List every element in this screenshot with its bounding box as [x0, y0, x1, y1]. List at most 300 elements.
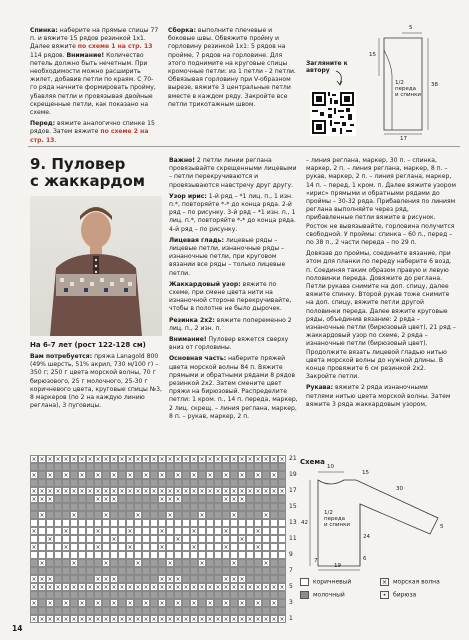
chart-cell: × — [71, 512, 77, 519]
chart-cell — [246, 519, 254, 527]
chart-cell — [134, 519, 142, 527]
chart-cell — [62, 519, 70, 527]
chart-cell: × — [255, 528, 261, 535]
chart-cell — [150, 535, 158, 543]
size-label: На 6-7 лет (рост 122-128 см) — [30, 341, 146, 349]
chart-cell: × — [71, 616, 77, 623]
chart-cell: × — [231, 584, 237, 591]
paragraph — [169, 336, 299, 352]
chart-cell — [254, 519, 262, 527]
chart-cell: × — [79, 456, 85, 463]
chart-cell: × — [263, 584, 269, 591]
chart-cell — [166, 567, 174, 575]
chart-cell — [214, 551, 222, 559]
chart-cell: × — [223, 528, 229, 535]
chart-cell: × — [31, 616, 37, 623]
scheme-label: Схема — [300, 458, 325, 466]
qr-caption — [306, 60, 358, 74]
chart-cell — [222, 503, 230, 511]
chart-cell — [118, 503, 126, 511]
legend-swatch-turquoise: • — [380, 591, 389, 599]
chart-cell — [222, 463, 230, 471]
row-number: 9 — [289, 551, 293, 558]
chart-cell — [150, 511, 158, 519]
chart-cell — [86, 607, 94, 615]
chart-cell — [86, 535, 94, 543]
text-run: вяжите аналогично спинке 15 рядов. Затем вяжите — [30, 120, 155, 136]
chart-cell: × — [199, 616, 205, 623]
dim-15: 15 — [362, 470, 369, 476]
chart-cell — [150, 575, 158, 583]
chart-cell — [214, 511, 222, 519]
chart-cell — [166, 471, 174, 479]
chart-cell — [238, 527, 246, 535]
chart-cell — [150, 551, 158, 559]
chart-cell: × — [31, 456, 37, 463]
chart-cell — [158, 503, 166, 511]
chart-cell: × — [191, 600, 197, 607]
chart-cell — [206, 591, 214, 599]
chart-cell — [46, 591, 54, 599]
chart-cell — [118, 519, 126, 527]
chart-cell: × — [79, 616, 85, 623]
chart-cell: × — [111, 576, 117, 583]
chart-cell: × — [31, 528, 37, 535]
chart-cell — [190, 567, 198, 575]
chart-cell — [222, 591, 230, 599]
chart-cell — [150, 519, 158, 527]
chart-cell — [86, 519, 94, 527]
chart-cell: × — [159, 544, 165, 551]
chart-cell — [70, 503, 78, 511]
chart-cell — [70, 519, 78, 527]
chart-cell: × — [271, 456, 277, 463]
chart-cell — [222, 479, 230, 487]
chart-cell: × — [151, 488, 157, 495]
chart-cell — [222, 535, 230, 543]
chart-cell — [206, 567, 214, 575]
chart-cell: × — [167, 496, 173, 503]
text-run: выполните плечевые и боковые швы. Обвяжите пройму и горловину резинкой 1x1: 5 рядов на пройме, 7 рядов на горловине. Для этого поднимите на круговые спицы кромочные петли: из 1 петли - 2 петли. Обвязывая горловину при V-образном вырезе, вяжите 3 центральные петли вместе в каждом ряду. Закройте все петли трикотажным швом. — [168, 27, 296, 108]
chart-cell — [246, 607, 254, 615]
dim-38: 38 — [431, 82, 438, 88]
chart-cell — [198, 567, 206, 575]
chart-cell — [126, 519, 134, 527]
chart-cell — [166, 503, 174, 511]
chart-cell — [278, 479, 286, 487]
chart-cell — [62, 535, 70, 543]
chart-cell — [246, 471, 254, 479]
chart-cell — [254, 479, 262, 487]
chart-cell: × — [263, 488, 269, 495]
chart-cell — [94, 503, 102, 511]
text-run: Внимание! — [66, 51, 105, 59]
chart-cell: × — [231, 576, 237, 583]
chart-cell — [198, 551, 206, 559]
paragraph — [169, 157, 299, 190]
chart-cell — [190, 511, 198, 519]
chart-cell: × — [135, 488, 141, 495]
chart-cell — [278, 471, 286, 479]
chart-cell — [198, 575, 206, 583]
chart-cell — [230, 471, 238, 479]
chart-cell — [134, 463, 142, 471]
chart-cell — [54, 607, 62, 615]
chart-cell: × — [55, 616, 61, 623]
chart-cell — [214, 535, 222, 543]
chart-cell — [246, 559, 254, 567]
legend-label: молочный — [313, 591, 345, 599]
chart-cell: × — [199, 560, 205, 567]
chart-cell — [238, 591, 246, 599]
chart-cell — [182, 535, 190, 543]
chart-cell: × — [207, 488, 213, 495]
text-run: 1-й ряд – *1 лиц. п., 1 изн. п.*, повторяйте *-* до конца ряда. 2-й ряд – по рисунку. 3-й ряд – *1 изн. п., 1 лиц. п.*, повторяйте *-* до конца ряда. 4-й ряд – по рисунку. — [169, 192, 296, 233]
chart-cell — [46, 463, 54, 471]
chart-cell: × — [47, 600, 53, 607]
chart-cell: × — [223, 456, 229, 463]
chart-cell — [118, 543, 126, 551]
text-run: – линия реглана, маркер, 30 п. – спинка, маркер, 2 п. – линия реглана, маркер, 8 п. – рукав, маркер, 2 п. – линия реглана, маркер, 14 п. – перед, 1 кром. п. Далее вяжите узором «ирис» прямыми и обратными рядами до проймы – 30-32 ряда. Прибавления по линиям реглана выполняйте через ряд, прибавленные петли вяжите в рисунок. Росток не вывязывайте, горловина получится свободной. У проймы: спинка – 60 п., перед – по 38 п., 2 части переда – по 29 п. — [306, 157, 456, 247]
chart-cell — [182, 567, 190, 575]
chart-cell: × — [191, 616, 197, 623]
chart-cell — [110, 607, 118, 615]
chart-cell — [270, 527, 278, 535]
chart-cell — [118, 567, 126, 575]
chart-cell — [198, 599, 206, 607]
chart-cell — [142, 527, 150, 535]
chart-cell — [38, 471, 46, 479]
chart-cell — [270, 503, 278, 511]
chart-cell: × — [87, 584, 93, 591]
chart-cell: × — [175, 584, 181, 591]
row-number: 1 — [289, 615, 293, 622]
chart-cell: × — [175, 616, 181, 623]
chart-cell — [150, 495, 158, 503]
chart-cell: × — [79, 472, 85, 479]
chart-cell: × — [175, 496, 181, 503]
top-middle-text — [168, 27, 298, 112]
legend-turquoise — [380, 591, 416, 599]
text-run: пряжа Lanagold 800 (49% шерсть, 51% акрил, 730 м/100 г) – 350 г; 250 г цвета морской волны, 70 г бирюзового, 25 г молочного, 25-30 г коричневого цвета, круговые спицы №3, 8 маркеров (по 2 на каждую линию реглана), 3 пуговицы. — [30, 353, 162, 410]
dim-24: 24 — [363, 534, 370, 540]
chart-cell — [254, 495, 262, 503]
row-number: 11 — [289, 535, 297, 542]
chart-cell: × — [39, 456, 45, 463]
paragraph — [306, 157, 456, 247]
qr-code[interactable] — [310, 90, 356, 136]
chart-cell — [54, 559, 62, 567]
chart-cell: × — [207, 456, 213, 463]
chart-cell — [198, 527, 206, 535]
chart-cell — [198, 607, 206, 615]
chart-cell: × — [55, 584, 61, 591]
chart-cell — [62, 607, 70, 615]
chart-cell — [62, 503, 70, 511]
chart-cell: × — [63, 616, 69, 623]
legend-sea — [380, 578, 440, 586]
chart-cell — [278, 519, 286, 527]
chart-cell — [190, 495, 198, 503]
qr-code-icon — [310, 90, 356, 136]
chart-cell — [94, 479, 102, 487]
legend-label: коричневый — [313, 578, 352, 586]
chart-cell — [230, 567, 238, 575]
chart-cell: × — [111, 584, 117, 591]
chart-cell: × — [79, 584, 85, 591]
chart-cell — [182, 519, 190, 527]
paragraph — [169, 193, 299, 234]
chart-cell — [206, 607, 214, 615]
chart-cell — [142, 511, 150, 519]
chart-cell — [262, 535, 270, 543]
chart-cell — [126, 567, 134, 575]
chart-cell — [46, 519, 54, 527]
chart-cell — [206, 479, 214, 487]
chart-cell — [190, 519, 198, 527]
chart-cell — [110, 559, 118, 567]
chart-cell — [254, 591, 262, 599]
chart-cell — [270, 535, 278, 543]
chart-cell: × — [159, 584, 165, 591]
chart-cell — [62, 575, 70, 583]
chart-cell — [150, 559, 158, 567]
chart-cell — [78, 519, 86, 527]
chart-cell — [46, 511, 54, 519]
chart-cell — [190, 503, 198, 511]
chart-cell — [262, 495, 270, 503]
chart-cell — [110, 463, 118, 471]
chart-cell — [30, 607, 38, 615]
chart-cell: × — [231, 560, 237, 567]
chart-cell: × — [71, 560, 77, 567]
chart-cell: × — [135, 560, 141, 567]
chart-cell — [262, 479, 270, 487]
chart-cell — [278, 567, 286, 575]
chart-cell — [150, 567, 158, 575]
chart-cell — [198, 591, 206, 599]
chart-cell — [54, 471, 62, 479]
chart-cell — [214, 567, 222, 575]
chart-cell — [54, 591, 62, 599]
chart-cell — [86, 503, 94, 511]
chart-cell — [46, 543, 54, 551]
chart-cell — [38, 463, 46, 471]
chart-cell: × — [39, 512, 45, 519]
chart-cell — [70, 527, 78, 535]
chart-cell — [86, 511, 94, 519]
chart-cell — [54, 511, 62, 519]
chart-cell — [86, 567, 94, 575]
chart-cell — [102, 503, 110, 511]
chart-cell — [126, 551, 134, 559]
chart-cell — [126, 591, 134, 599]
chart-cell — [278, 575, 286, 583]
chart-cell: × — [159, 616, 165, 623]
chart-cell — [246, 535, 254, 543]
chart-cell — [142, 551, 150, 559]
chart-cell — [198, 479, 206, 487]
chart-cell — [190, 591, 198, 599]
chart-cell: × — [183, 584, 189, 591]
chart-cell — [150, 463, 158, 471]
chart-cell — [214, 463, 222, 471]
chart-cell — [30, 535, 38, 543]
chart-cell: × — [207, 584, 213, 591]
chart-cell: × — [47, 576, 53, 583]
chart-cell — [246, 551, 254, 559]
chart-cell: × — [159, 456, 165, 463]
chart-cell: × — [127, 528, 133, 535]
chart-cell — [86, 479, 94, 487]
chart-cell: × — [63, 600, 69, 607]
chart-cell: × — [159, 472, 165, 479]
chart-row-numbers — [287, 455, 301, 627]
chart-cell: × — [39, 560, 45, 567]
chart-cell: × — [71, 456, 77, 463]
chart-cell — [62, 591, 70, 599]
chart-cell — [86, 591, 94, 599]
chart-cell — [214, 479, 222, 487]
chart-cell — [110, 527, 118, 535]
chart-cell — [142, 543, 150, 551]
text-run: наберите на прямые спицы 77 п. и вяжите 15 рядов резинкой 1x1. Далее вяжите — [30, 27, 159, 51]
chart-cell — [86, 543, 94, 551]
chart-cell — [30, 519, 38, 527]
chart-cell — [270, 479, 278, 487]
arrow-icon — [334, 70, 346, 86]
chart-cell — [142, 495, 150, 503]
chart-cell — [182, 479, 190, 487]
chart-cell — [174, 607, 182, 615]
chart-cell — [134, 567, 142, 575]
chart-cell — [134, 527, 142, 535]
legend-swatch-brown — [300, 578, 309, 586]
chart-cell: × — [175, 576, 181, 583]
chart-cell — [190, 463, 198, 471]
chart-cell — [174, 527, 182, 535]
chart-cell: × — [95, 600, 101, 607]
chart-cell: × — [239, 536, 245, 543]
chart-cell — [166, 591, 174, 599]
chart-cell — [78, 607, 86, 615]
chart-cell: × — [47, 496, 53, 503]
chart-cell — [62, 551, 70, 559]
chart-cell: × — [31, 576, 37, 583]
chart-cell: × — [271, 600, 277, 607]
chart-cell — [222, 567, 230, 575]
chart-cell — [206, 535, 214, 543]
chart-cell — [166, 607, 174, 615]
paragraph — [306, 250, 456, 381]
chart-cell — [214, 591, 222, 599]
chart-cell — [174, 511, 182, 519]
chart-cell: × — [207, 472, 213, 479]
chart-cell: × — [63, 528, 69, 535]
chart-cell — [118, 551, 126, 559]
chart-cell — [278, 551, 286, 559]
chart-cell: × — [263, 456, 269, 463]
chart-cell — [254, 575, 262, 583]
chart-cell — [158, 551, 166, 559]
chart-cell: × — [127, 616, 133, 623]
chart-cell — [198, 503, 206, 511]
chart-cell: × — [175, 488, 181, 495]
chart-cell — [102, 479, 110, 487]
materials-text — [30, 353, 164, 413]
chart-cell: × — [31, 472, 37, 479]
chart-cell — [262, 575, 270, 583]
chart-cell — [110, 519, 118, 527]
text-run: Количество петель должно быть нечетным. При необходимости можно расширить жилет, добавив петли по краям. С 70-го ряда начните формировать пройму, убавляя петли и провязывая двойные скрещенные петли, как показано на схеме. — [30, 51, 156, 117]
text-run: Рукава: — [306, 384, 334, 392]
chart-cell: × — [231, 512, 237, 519]
chart-cell: × — [239, 496, 245, 503]
chart-cell — [94, 463, 102, 471]
chart-cell: × — [183, 488, 189, 495]
chart-cell — [94, 511, 102, 519]
chart-cell — [270, 591, 278, 599]
chart-cell: × — [175, 600, 181, 607]
chart-cell — [182, 607, 190, 615]
chart-cell — [70, 575, 78, 583]
chart-cell: × — [271, 488, 277, 495]
chart-cell — [134, 495, 142, 503]
chart-cell — [102, 463, 110, 471]
chart-cell — [46, 567, 54, 575]
chart-cell: × — [191, 472, 197, 479]
chart-cell: × — [167, 616, 173, 623]
chart-cell — [230, 519, 238, 527]
chart-cell: × — [111, 536, 117, 543]
chart-cell: × — [87, 616, 93, 623]
chart-cell — [78, 495, 86, 503]
chart-cell: × — [175, 472, 181, 479]
chart-cell: × — [247, 456, 253, 463]
chart-cell — [238, 479, 246, 487]
dim-6: 6 — [363, 556, 367, 562]
chart-cell: × — [127, 472, 133, 479]
chart-cell: × — [111, 496, 117, 503]
chart-cell — [270, 559, 278, 567]
text-run: Спинка: — [30, 27, 58, 34]
chart-cell — [38, 479, 46, 487]
chart-cell — [142, 591, 150, 599]
chart-cell: × — [103, 496, 109, 503]
chart-cell: × — [167, 560, 173, 567]
chart-cell — [214, 503, 222, 511]
chart-cell: × — [279, 456, 285, 463]
chart-cell — [262, 551, 270, 559]
chart-cell — [262, 463, 270, 471]
chart-cell — [62, 479, 70, 487]
chart-cell — [94, 567, 102, 575]
chart-cell — [238, 551, 246, 559]
chart-cell: × — [223, 544, 229, 551]
chart-cell — [134, 543, 142, 551]
chart-cell — [206, 527, 214, 535]
chart-cell — [78, 527, 86, 535]
chart-cell: × — [183, 456, 189, 463]
chart-cell — [222, 519, 230, 527]
dim-5: 5 — [409, 25, 413, 31]
chart-cell: × — [223, 616, 229, 623]
chart-cell — [110, 503, 118, 511]
row-number: 21 — [289, 455, 297, 462]
chart-cell: × — [71, 488, 77, 495]
chart-cell — [158, 591, 166, 599]
row-number: 15 — [289, 503, 297, 510]
